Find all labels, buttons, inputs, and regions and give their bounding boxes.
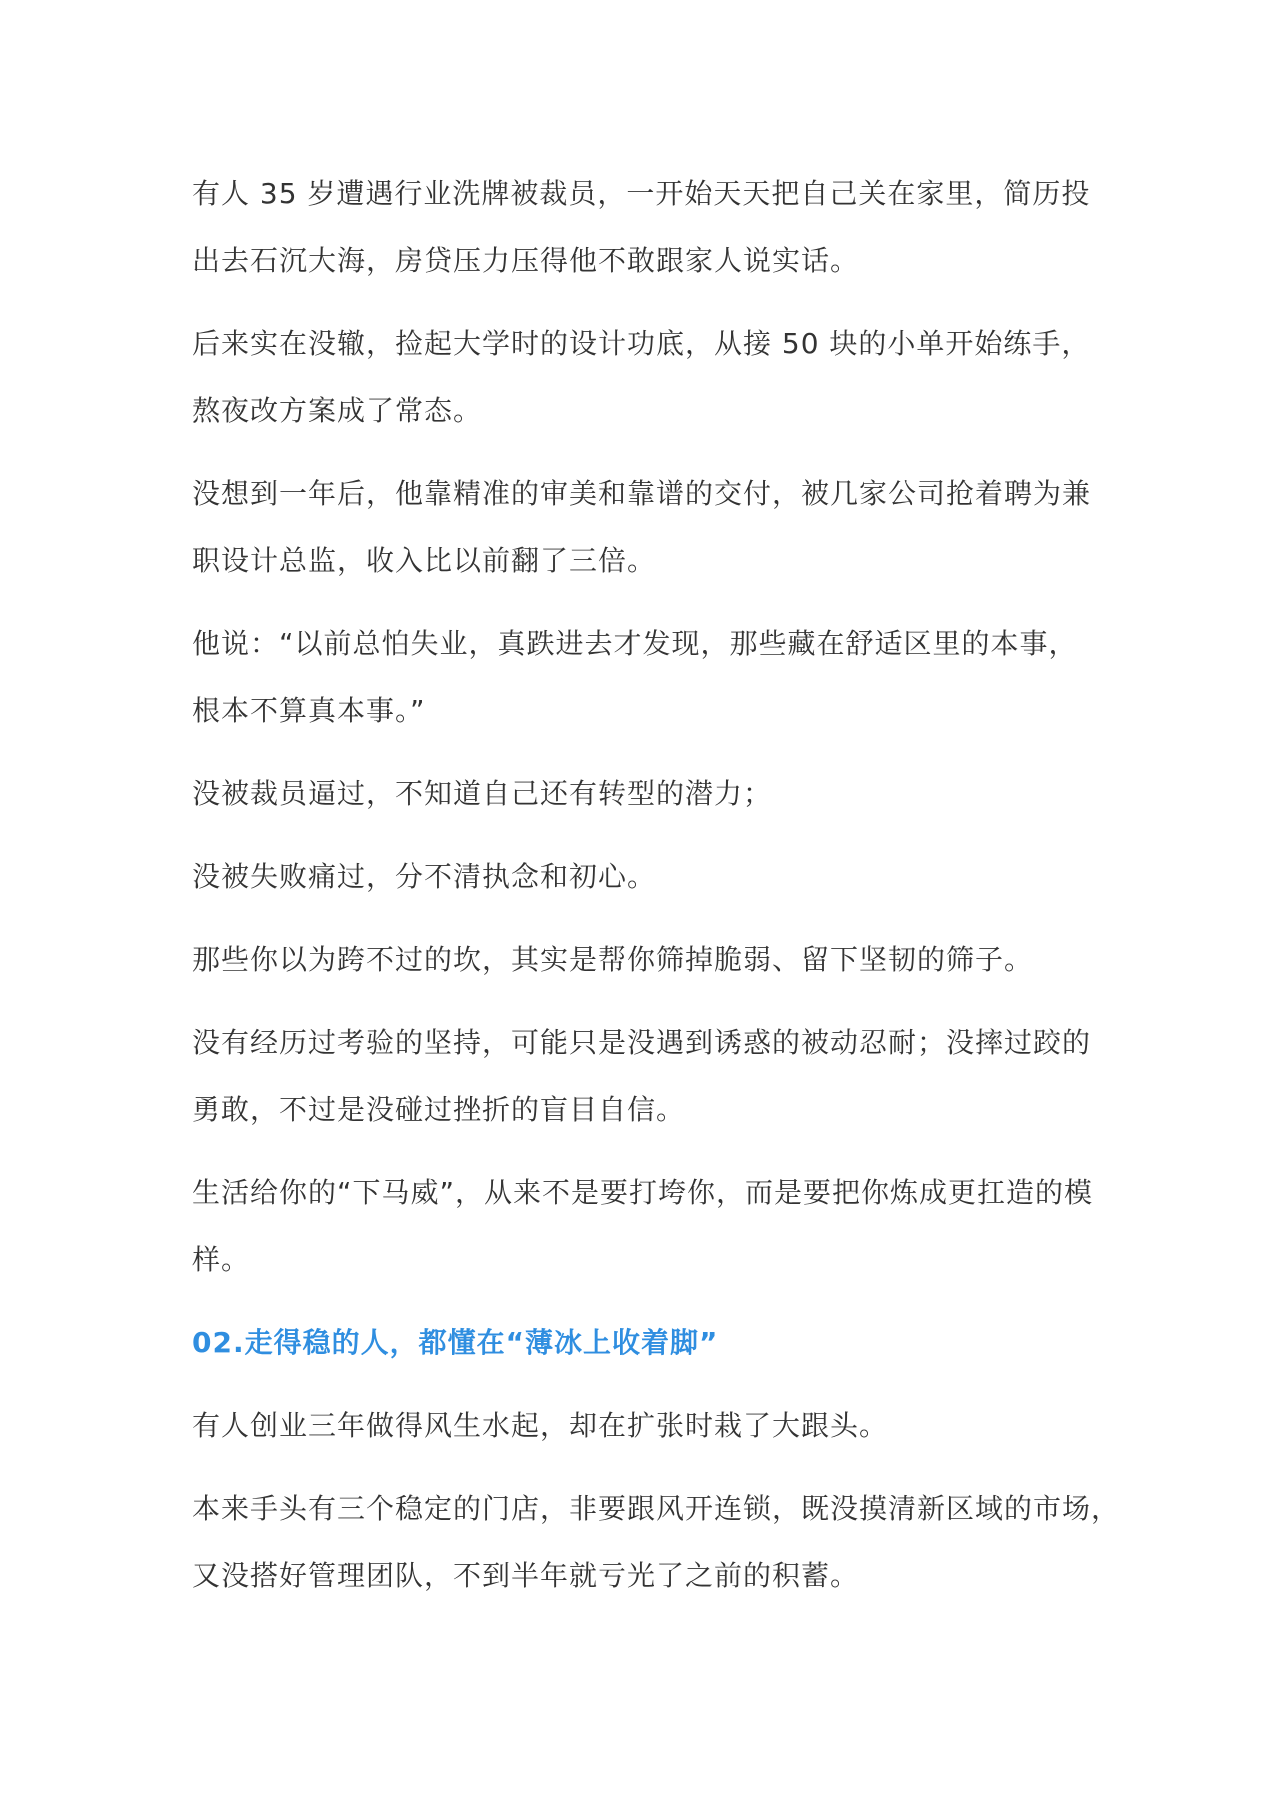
paragraph-expansion-failure [192,1475,1121,1609]
paragraph-line: 没有经历过考验的坚持，可能只是没遇到诱惑的被动忍耐；没摔过跤的 [192,1026,1092,1059]
paragraph-line: 样。 [192,1243,251,1276]
paragraph-design-restart [192,310,1092,444]
paragraph-line: 那些你以为跨不过的坎，其实是帮你筛掉脆弱、留下坚韧的筛子。 [192,943,1034,976]
paragraph-line: 没被裁员逼过，不知道自己还有转型的潜力； [192,777,773,810]
paragraph-sieve [192,926,1092,993]
paragraph-line: 又没搭好管理团队，不到半年就亏光了之前的积蓄。 [192,1559,860,1592]
paragraph-layoff-story [192,160,1092,294]
paragraph-design-director [192,460,1092,594]
paragraph-line: 有人 35 岁遭遇行业洗牌被裁员，一开始天天把自己关在家里，简历投 [192,177,1091,210]
paragraph-line: 他说：“以前总怕失业，真跌进去才发现，那些藏在舒适区里的本事， [192,627,1078,660]
paragraph-line: 没被失败痛过，分不清执念和初心。 [192,860,657,893]
paragraph-line: 有人创业三年做得风生水起，却在扩张时栽了大跟头。 [192,1409,889,1442]
paragraph-quote [192,610,1092,744]
paragraph-line: 后来实在没辙，捡起大学时的设计功底，从接 50 块的小单开始练手， [192,327,1091,360]
section-heading: 02.走得稳的人，都懂在“薄冰上收着脚” [192,1326,719,1359]
paragraph-startup-story [192,1392,1092,1459]
paragraph-line: 没想到一年后，他靠精准的审美和靠谱的交付，被几家公司抢着聘为兼 [192,477,1092,510]
paragraph-persistence [192,1009,1092,1143]
paragraph-line: 本来手头有三个稳定的门店，非要跟风开连锁，既没摸清新区域的市场， [192,1492,1121,1525]
paragraph-line: 生活给你的“下马威”，从来不是要打垮你，而是要把你炼成更扛造的模 [192,1176,1094,1209]
paragraph-line: 职设计总监，收入比以前翻了三倍。 [192,544,657,577]
paragraph-transformation-potential [192,760,1092,827]
paragraph-failure-pain [192,843,1092,910]
article-body [192,160,1121,1625]
paragraph-line: 勇敢，不过是没碰过挫折的盲目自信。 [192,1093,686,1126]
paragraph-line: 出去石沉大海，房贷压力压得他不敢跟家人说实话。 [192,244,860,277]
paragraph-line: 根本不算真本事。” [192,694,426,727]
paragraph-life-challenge [192,1159,1092,1293]
paragraph-line: 熬夜改方案成了常态。 [192,394,483,427]
